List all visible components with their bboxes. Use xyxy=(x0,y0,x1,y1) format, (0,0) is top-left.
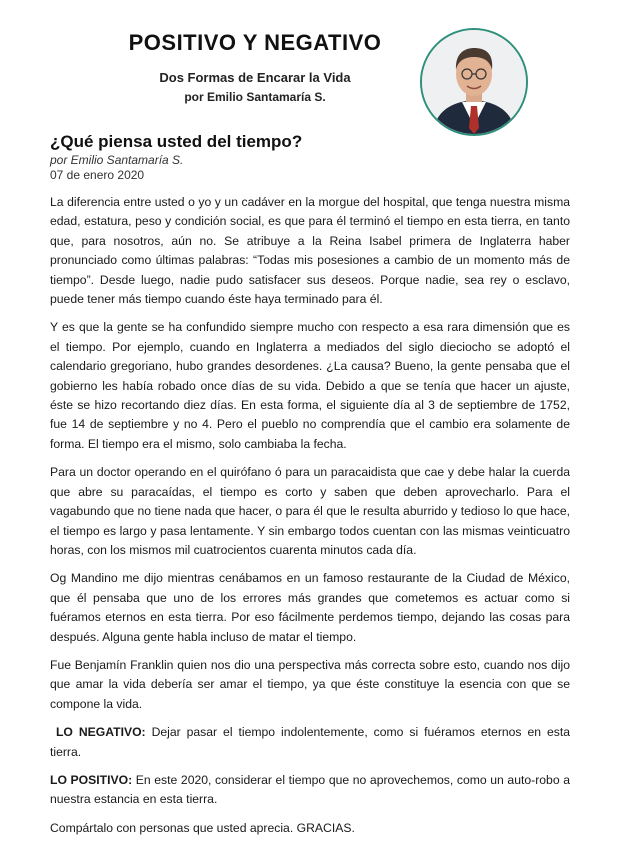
positive-label: LO POSITIVO: xyxy=(50,772,133,787)
negative-text: Dejar pasar el tiempo indolentemente, como si fuéramos eternos en esta tierra. xyxy=(50,725,570,759)
page-title: POSITIVO Y NEGATIVO xyxy=(128,30,382,55)
paragraph: Para un doctor operando en el quirófano ó para un paracaidista que cae y debe halar la cuerda que abre su paracaídas, el tiempo es corto y saben que deben aprovecharlo. Para el vagabundo que no tiene nada que hacer, o para él que le resulta aburrido y tedioso lo que hace, el tiempo es largo y pasa lentamente. Y sin embargo todos cuentan con las mismas veinticuatro horas, con los mismos mil cuatrocientos cuarenta minutos cada día. xyxy=(50,465,570,557)
paragraph: Y es que la gente se ha confundido siempre mucho con respecto a esa rara dimensión que es el tiempo. Por ejemplo, cuando en Inglaterra a mediados del siglo dieciocho se adoptó el calendario gregoriano, hubo grandes desordenes. ¿La causa? Bueno, la gente pensaba que el gobierno les había robado once días de su vida. Debido a que se tenía que hacer un ajuste, éste se hizo recortando diez días. En esta forma, el siguiente día al 3 de septiembre de 1752, fue 14 de septiembre y no 4. Pero el pueblo no comprendía que el cambio era solamente de forma. El tiempo era el mismo, solo cambiaba la fecha. xyxy=(50,320,570,451)
page-subtitle: Dos Formas de Encarar la Vida xyxy=(159,70,351,85)
positive-text: En este 2020, considerar el tiempo que no aprovechemos, como un auto-robo a nuestra estancia en esta tierra. xyxy=(50,772,570,807)
positive-note xyxy=(50,771,570,810)
paragraph: La diferencia entre usted o yo y un cadáver en la morgue del hospital, que tenga nuestra misma edad, estatura, peso y condición social, es que para él terminó el tiempo en esta tierra, en tanto que, para nosotros, aún no. Se atribuye a la Reina Isabel primera de Inglaterra haber pronunciado como últimas palabras: “Todas mis posesiones a cambio de un momento más de tiempo”. Desde luego, nadie pudo satisfacer sus deseos. Porque nadie, sea rey o esclavo, puede tener más tiempo cuando éste haya terminado para él. xyxy=(50,195,570,307)
negative-note xyxy=(50,723,570,762)
closing-line: Compártalo con personas que usted aprecia. GRACIAS. xyxy=(50,820,355,835)
author-portrait-icon xyxy=(422,30,526,134)
paragraph: Og Mandino me dijo mientras cenábamos en un famoso restaurante de la Ciudad de México, que él pensaba que uno de los errores más grandes que cometemos es actuar como si fuéramos eternos en esta tierra. Por eso fácilmente perdemos tiempo, dejando las cosas para después. Alguna gente habla incluso de matar el tiempo. xyxy=(50,571,570,644)
article-date: 07 de enero 2020 xyxy=(50,168,145,182)
author-portrait xyxy=(420,28,528,136)
article-title: ¿Qué piensa usted del tiempo? xyxy=(50,132,303,151)
article-author: por Emilio Santamaría S. xyxy=(50,153,184,167)
paragraph: Fue Benjamín Franklin quien nos dio una perspectiva más correcta sobre esto, cuando nos dijo que amar la vida debería ser amar el tiempo, ya que éste constituye la esencia con que se compone la vida. xyxy=(50,657,570,711)
header-byline: por Emilio Santamaría S. xyxy=(184,90,326,104)
negative-label: LO NEGATIVO: xyxy=(55,725,146,740)
article-body xyxy=(50,193,570,847)
